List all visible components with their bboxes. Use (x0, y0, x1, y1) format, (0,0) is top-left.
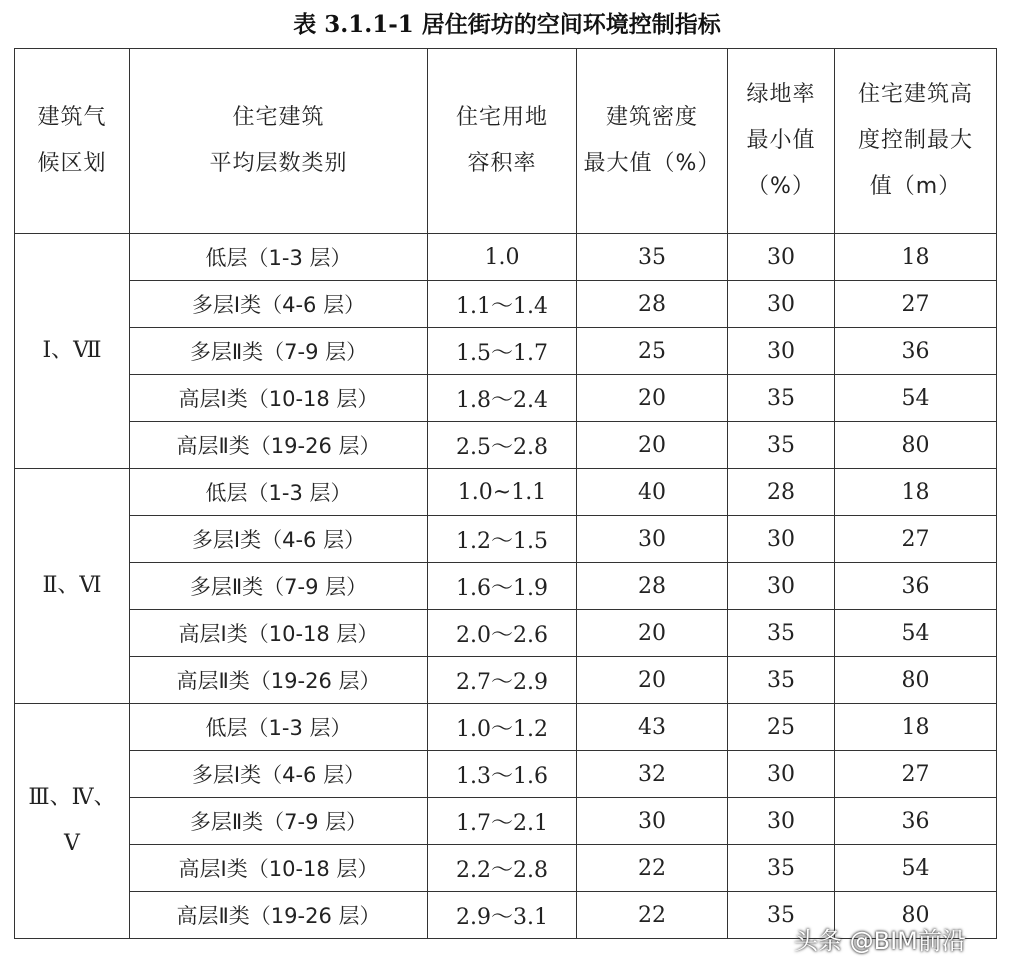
value-category: 低层（1-3 层） (130, 704, 428, 751)
value-green-ratio: 30 (728, 563, 835, 610)
value-height: 18 (835, 234, 997, 281)
value-plot-ratio: 1.6～1.9 (428, 563, 577, 610)
climate-zone-label: Ⅱ、Ⅵ (42, 573, 102, 598)
value-plot-ratio: 1.0 (428, 234, 577, 281)
value-green-ratio: 35 (728, 892, 835, 939)
value-category: 高层Ⅰ类（10-18 层） (130, 375, 428, 422)
value-density: 40 (577, 469, 728, 516)
value-category: 多层Ⅰ类（4-6 层） (130, 516, 428, 563)
value-plot-ratio: 1.1～1.4 (428, 281, 577, 328)
value-plot-ratio: 2.9～3.1 (428, 892, 577, 939)
climate-zone-label: Ⅰ、Ⅶ (42, 338, 102, 363)
value-category: 高层Ⅱ类（19-26 层） (130, 422, 428, 469)
header-climate-zone: 建筑气 候区划 (15, 49, 130, 234)
value-plot-ratio: 1.0～1.2 (428, 704, 577, 751)
table-row (15, 657, 997, 704)
value-category: 低层（1-3 层） (130, 469, 428, 516)
value-density: 28 (577, 281, 728, 328)
value-green-ratio: 35 (728, 422, 835, 469)
climate-zone-label: Ⅲ、Ⅳ、 (28, 785, 116, 810)
header-floor-category: 住宅建筑 平均层数类别 (130, 49, 428, 234)
value-plot-ratio: 1.0~1.1 (428, 469, 577, 516)
value-height: 54 (835, 845, 997, 892)
value-green-ratio: 30 (728, 281, 835, 328)
value-category: 多层Ⅰ类（4-6 层） (130, 751, 428, 798)
value-category: 多层Ⅱ类（7-9 层） (130, 563, 428, 610)
value-density: 20 (577, 657, 728, 704)
value-category: 高层Ⅱ类（19-26 层） (130, 657, 428, 704)
value-height: 80 (835, 422, 997, 469)
value-plot-ratio: 1.8～2.4 (428, 375, 577, 422)
table-row (15, 375, 997, 422)
header-building-density: 建筑密度 最大值（%） (577, 49, 728, 234)
value-green-ratio: 25 (728, 704, 835, 751)
value-density: 22 (577, 892, 728, 939)
header-height-limit: 住宅建筑高 度控制最大 值（m） (835, 49, 997, 234)
value-green-ratio: 30 (728, 751, 835, 798)
control-index-table (14, 48, 997, 939)
value-category: 多层Ⅰ类（4-6 层） (130, 281, 428, 328)
value-green-ratio: 35 (728, 375, 835, 422)
value-plot-ratio: 2.2～2.8 (428, 845, 577, 892)
value-height: 27 (835, 516, 997, 563)
value-density: 43 (577, 704, 728, 751)
value-green-ratio: 30 (728, 798, 835, 845)
value-plot-ratio: 2.5～2.8 (428, 422, 577, 469)
value-height: 54 (835, 610, 997, 657)
value-category: 高层Ⅰ类（10-18 层） (130, 610, 428, 657)
value-height: 36 (835, 328, 997, 375)
value-density: 20 (577, 422, 728, 469)
value-category: 多层Ⅱ类（7-9 层） (130, 328, 428, 375)
value-green-ratio: 35 (728, 657, 835, 704)
value-density: 28 (577, 563, 728, 610)
value-plot-ratio: 1.3～1.6 (428, 751, 577, 798)
value-density: 25 (577, 328, 728, 375)
value-category: 高层Ⅱ类（19-26 层） (130, 892, 428, 939)
value-green-ratio: 28 (728, 469, 835, 516)
value-density: 22 (577, 845, 728, 892)
table-row (15, 234, 997, 281)
table-row (15, 563, 997, 610)
value-density: 20 (577, 375, 728, 422)
value-density: 32 (577, 751, 728, 798)
table-row (15, 751, 997, 798)
value-green-ratio: 35 (728, 845, 835, 892)
table-row (15, 516, 997, 563)
climate-zone-cell (15, 469, 130, 704)
table-body (15, 234, 997, 939)
value-category: 高层Ⅰ类（10-18 层） (130, 845, 428, 892)
table-title: 表 3.1.1-1 居住街坊的空间环境控制指标 (293, 11, 721, 38)
value-plot-ratio: 2.7～2.9 (428, 657, 577, 704)
value-height: 54 (835, 375, 997, 422)
value-plot-ratio: 1.7～2.1 (428, 798, 577, 845)
table-row (15, 469, 997, 516)
value-height: 18 (835, 469, 997, 516)
value-density: 30 (577, 798, 728, 845)
value-height: 80 (835, 892, 997, 939)
watermark: 头条 @BIM前沿 (794, 927, 966, 955)
value-category: 低层（1-3 层） (130, 234, 428, 281)
value-height: 36 (835, 563, 997, 610)
value-green-ratio: 30 (728, 234, 835, 281)
value-plot-ratio: 2.0～2.6 (428, 610, 577, 657)
value-height: 36 (835, 798, 997, 845)
header-row (15, 49, 997, 234)
header-plot-ratio: 住宅用地 容积率 (428, 49, 577, 234)
header-green-ratio: 绿地率 最小值 （%） (728, 49, 835, 234)
climate-zone-cell (15, 704, 130, 939)
value-height: 27 (835, 751, 997, 798)
climate-zone-cell (15, 234, 130, 469)
value-height: 80 (835, 657, 997, 704)
table-row (15, 422, 997, 469)
value-plot-ratio: 1.2～1.5 (428, 516, 577, 563)
climate-zone-label: Ⅴ (64, 831, 80, 856)
value-density: 30 (577, 516, 728, 563)
value-green-ratio: 35 (728, 610, 835, 657)
table-row (15, 281, 997, 328)
value-green-ratio: 30 (728, 516, 835, 563)
value-category: 多层Ⅱ类（7-9 层） (130, 798, 428, 845)
value-density: 35 (577, 234, 728, 281)
value-plot-ratio: 1.5～1.7 (428, 328, 577, 375)
table-row (15, 610, 997, 657)
table-row (15, 704, 997, 751)
value-height: 27 (835, 281, 997, 328)
value-green-ratio: 30 (728, 328, 835, 375)
value-density: 20 (577, 610, 728, 657)
table-row (15, 845, 997, 892)
table-row (15, 328, 997, 375)
value-height: 18 (835, 704, 997, 751)
table-row (15, 798, 997, 845)
